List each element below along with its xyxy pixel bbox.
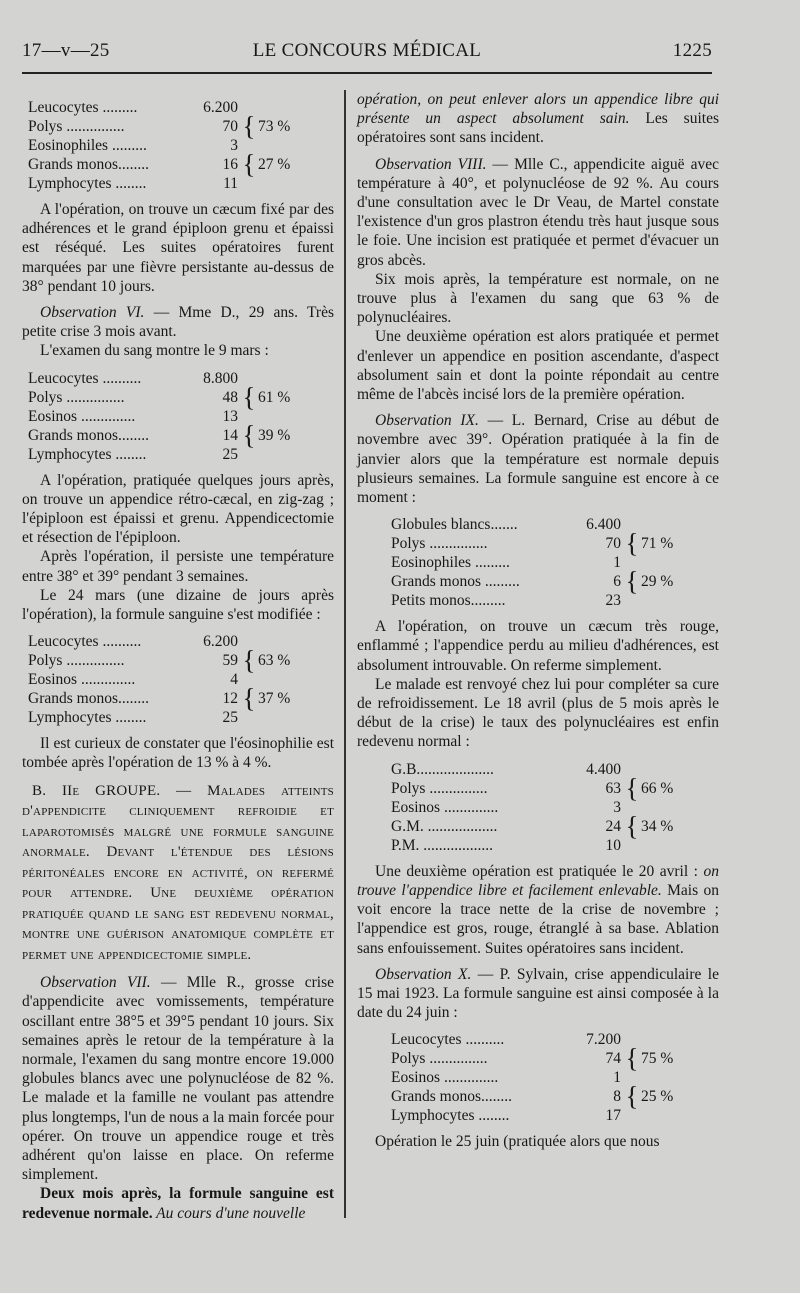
row-brace: {	[625, 528, 639, 559]
row-label: Polys ...............	[28, 652, 125, 670]
table-row	[391, 1030, 719, 1049]
table-row	[28, 369, 334, 388]
paragraph: Une deuxième opération est alors pratiquée et permet d'enlever un appendice en position ascendante, d'aspect absolument sain et dont la pointe répondait au centre même de l'abcès incisé lors de la première opération.	[357, 328, 719, 404]
table-row	[391, 810, 719, 841]
blood-table	[391, 760, 719, 855]
journal-title: LE CONCOURS MÉDICAL	[252, 40, 482, 61]
paragraph: A l'opération, on trouve un cæcum très rouge, enflammé ; l'appendice perdu au milieu d'adhérences, est absolument introuvable. On referme simplement.	[357, 618, 719, 674]
observation-text: — Mme D., 29 ans. Très petite crise 3 mois avant.	[22, 304, 334, 341]
paragraph-italic: on trouve l'appendice libre et facilement enlevable.	[357, 862, 719, 899]
row-brace: {	[625, 1081, 639, 1112]
table-row	[28, 98, 334, 117]
observation-title: Observation VI.	[40, 304, 145, 322]
paragraph: Opération le 25 juin (pratiquée alors que nous	[375, 1133, 660, 1151]
table-row	[391, 760, 719, 779]
row-percent: 39 %	[258, 426, 291, 444]
blood-table	[391, 515, 719, 610]
row-label: G.M. ..................	[391, 817, 498, 835]
paragraph-italic: Au cours d'une nouvelle	[152, 1204, 306, 1222]
row-value: 6.200	[203, 99, 238, 116]
row-brace: {	[242, 683, 256, 714]
row-label: Grands monos........	[28, 690, 149, 708]
blood-table	[28, 98, 334, 193]
row-label: Grands monos........	[28, 156, 149, 173]
table-row	[391, 798, 719, 817]
paragraph-text: Mais on voit encore la trace nette de la crise de novembre ; l'appendice est gros, rouge, étranglé à sa base. Ablation sans enfouissement. Suites opératoires sans incident.	[357, 881, 719, 957]
issue-date: 17—v—25	[22, 40, 110, 61]
table-row	[28, 136, 334, 155]
table-row	[391, 566, 719, 597]
table-row	[391, 528, 719, 559]
row-label: Eosinophiles .........	[28, 137, 147, 154]
row-label: Polys ...............	[391, 1050, 488, 1068]
table-row	[391, 1068, 719, 1087]
paragraph	[357, 862, 719, 958]
row-value: 4	[230, 671, 238, 689]
row-label: G.B....................	[391, 760, 494, 778]
row-label: Grands monos .........	[391, 573, 520, 591]
table-row	[391, 1043, 719, 1074]
table-row	[28, 419, 334, 450]
row-brace: {	[625, 810, 639, 841]
row-label: P.M. ..................	[391, 836, 494, 854]
row-value: 13	[222, 407, 238, 425]
observation-paragraph	[357, 155, 719, 270]
paragraph: A l'opération, on trouve un cæcum fixé par des adhérences et le grand épiploon grenu et épaissi est réséqué. Les suites opératoires furent marquées par une fièvre persistante au-dessus de 38° pendant 10 jours.	[22, 201, 334, 295]
row-value: 48	[222, 388, 238, 406]
page-header	[22, 40, 712, 66]
row-percent: 63 %	[258, 652, 291, 670]
row-label: Eosinos ..............	[391, 1069, 499, 1087]
paragraph	[357, 90, 719, 148]
row-value: 3	[230, 137, 238, 154]
page-number: 1225	[672, 40, 712, 61]
row-value: 3	[613, 798, 621, 816]
row-percent: 25 %	[641, 1088, 674, 1106]
row-value: 1	[613, 1069, 621, 1087]
table-row	[28, 111, 334, 142]
observation-paragraph	[22, 303, 334, 341]
row-value: 70	[605, 535, 621, 553]
blood-table	[28, 632, 334, 727]
row-value: 17	[605, 1107, 621, 1125]
paragraph-italic: opération, on peut enlever alors un appendice libre qui présente un aspect absolument sain.	[357, 91, 719, 128]
row-value: 70	[222, 118, 238, 135]
row-value: 4.400	[586, 760, 621, 778]
observation-text: — L. Bernard, Crise au début de novembre avec 39°. Opération pratiquée à la fin de janvier alors que la température est normale depuis plusieurs semaines. La formule sanguine est encore à ce moment :	[357, 412, 719, 507]
observation-title: Observation IX.	[375, 412, 479, 430]
observation-text: — P. Sylvain, crise appendiculaire le 15 mai 1923. La formule sanguine est ainsi composée à la date du 24 juin :	[357, 965, 719, 1022]
observation-paragraph	[357, 965, 719, 1023]
row-label: Eosinos ..............	[28, 407, 136, 425]
row-value: 8	[613, 1088, 621, 1106]
row-percent: 75 %	[641, 1050, 674, 1068]
row-label: Eosinophiles .........	[391, 554, 510, 572]
table-row	[28, 683, 334, 714]
row-brace: {	[242, 645, 256, 676]
observation-paragraph	[22, 973, 334, 1184]
paragraph-text: Les suites opératoires sont sans incident.	[357, 110, 719, 147]
row-value: 12	[222, 690, 238, 708]
row-label: Eosinos ..............	[391, 798, 499, 816]
row-label: Polys ...............	[391, 779, 488, 797]
row-label: Lymphocytes ........	[28, 445, 147, 463]
blood-table	[391, 1030, 719, 1125]
table-row	[391, 836, 719, 855]
row-label: Petits monos.........	[391, 592, 506, 610]
table-row	[28, 445, 334, 464]
paragraph-start: Une deuxième opération est pratiquée le 20 avril :	[375, 862, 698, 880]
observation-text: — Mlle C., appendicite aiguë avec température à 40°, et polynucléose de 92 %. Au cours d'une consultation avec le Dr Veau, de Martel constate l'existence d'un gros plastron étendu très haut jusque sous le foie. Une incision est pratiquée et permet d'évacuer un gros abcès.	[357, 155, 719, 269]
row-value: 8.800	[203, 369, 238, 387]
table-row	[28, 632, 334, 651]
table-row	[391, 1081, 719, 1112]
row-label: Polys ...............	[391, 535, 488, 553]
table-row	[391, 553, 719, 572]
row-value: 1	[613, 554, 621, 572]
table-row	[391, 772, 719, 803]
paragraph: Le 24 mars (une dizaine de jours après l'opération), la formule sanguine s'est modifiée :	[22, 586, 334, 624]
paragraph: Le malade est renvoyé chez lui pour compléter sa cure de refroidissement. Le 18 avril (plus de 5 mois après le début de la crise) le taux des polynucléaires est enfin redevenu normal :	[357, 675, 719, 751]
blood-table	[28, 369, 334, 464]
row-label: Lymphocytes ........	[28, 709, 147, 727]
row-value: 6	[613, 573, 621, 591]
row-label: Globules blancs.......	[391, 516, 518, 534]
row-label: Leucocytes ..........	[391, 1031, 505, 1049]
right-column	[357, 90, 719, 1152]
row-percent: 27 %	[258, 156, 291, 173]
row-value: 74	[605, 1050, 621, 1068]
row-percent: 66 %	[641, 779, 674, 797]
table-row	[391, 1106, 719, 1125]
table-row	[28, 645, 334, 676]
paragraph-start: Deux mois après, la formule sanguine est redevenue normale.	[22, 1185, 334, 1222]
paragraph: Six mois après, la température est normale, on ne trouve plus à l'examen du sang que 63 % de polynucléaires.	[357, 270, 719, 327]
row-percent: 34 %	[641, 817, 674, 835]
observation-paragraph	[357, 411, 719, 507]
row-value: 6.400	[586, 516, 621, 534]
row-label: Leucocytes .........	[28, 99, 138, 116]
paragraph: L'examen du sang montre le 9 mars :	[40, 342, 269, 360]
observation-title: Observation X.	[375, 965, 472, 983]
row-value: 11	[223, 175, 238, 192]
row-value: 10	[605, 836, 621, 854]
row-value: 14	[222, 426, 238, 444]
paragraph	[22, 1184, 334, 1222]
table-row	[28, 670, 334, 689]
row-brace: {	[242, 381, 256, 412]
row-label: Lymphocytes ........	[28, 175, 147, 192]
paragraph: A l'opération, pratiquée quelques jours après, on trouve un appendice rétro-cæcal, en zig-zag ; l'épiploon est épaissi et grenu. Appendicectomie et résection de l'épiploon.	[22, 471, 334, 547]
observation-title: Observation VIII.	[375, 155, 487, 173]
paragraph: Il est curieux de constater que l'éosinophilie est tombée après l'opération de 13 % à 4 %.	[22, 735, 334, 772]
table-row	[28, 708, 334, 727]
row-brace: {	[625, 566, 639, 597]
row-label: Polys ...............	[28, 118, 125, 135]
row-label: Eosinos ..............	[28, 671, 136, 689]
row-value: 23	[605, 592, 621, 610]
row-value: 59	[222, 652, 238, 670]
left-column	[22, 90, 334, 1223]
table-row	[28, 174, 334, 193]
row-label: Grands monos........	[28, 426, 149, 444]
row-value: 25	[222, 445, 238, 463]
row-label: Polys ...............	[28, 388, 125, 406]
observation-title: Observation VII.	[40, 974, 151, 992]
row-label: Leucocytes ..........	[28, 633, 142, 651]
row-percent: 61 %	[258, 388, 291, 406]
row-brace: {	[242, 149, 256, 180]
row-brace: {	[242, 111, 256, 142]
row-value: 6.200	[203, 633, 238, 651]
row-label: Leucocytes ..........	[28, 369, 142, 387]
row-percent: 29 %	[641, 573, 674, 591]
table-row	[391, 515, 719, 534]
table-row	[28, 407, 334, 426]
row-value: 63	[605, 779, 621, 797]
column-divider	[344, 90, 346, 1218]
header-rule	[22, 72, 712, 74]
row-percent: 73 %	[258, 118, 291, 135]
section-heading: B. IIe GROUPE. — Malades atteints d'appendicite cliniquement refroidie et laparotomisés malgré une formule sanguine anormale. Devant l'étendue des lésions péritonéales encore en activité, on refermé pour attendre. Une deuxième opération pratiquée quand le sang est redevenu normal, montre une guérison anatomique complète et permet une appendicectomie simple.	[22, 782, 334, 963]
table-row	[391, 591, 719, 610]
observation-text: — Mlle R., grosse crise d'appendicite avec vomissements, température oscillant entre 38°5 et 39°5 pendant 10 jours. Six semaines après le retour de la température à la normale, l'examen du sang montre encore 19.000 globules blancs avec une polynucléose de 82 %. Le malade et la famille ne voulant pas attendre plus longtemps, l'un de nous a la main forcée pour opérer. On trouve un appendice rouge et très adhérent qu'on laisse en place. On referme simplement.	[22, 974, 334, 1184]
row-value: 24	[605, 817, 621, 835]
row-brace: {	[625, 1043, 639, 1074]
row-percent: 71 %	[641, 535, 674, 553]
row-brace: {	[242, 419, 256, 450]
row-value: 25	[222, 709, 238, 727]
table-row	[28, 149, 334, 180]
row-value: 16	[222, 156, 238, 173]
table-row	[28, 381, 334, 412]
paragraph: Après l'opération, il persiste une température entre 38° et 39° pendant 3 semaines.	[22, 548, 334, 585]
row-percent: 37 %	[258, 690, 291, 708]
row-label: Grands monos........	[391, 1088, 512, 1106]
row-brace: {	[625, 772, 639, 803]
row-value: 7.200	[586, 1031, 621, 1049]
row-label: Lymphocytes ........	[391, 1107, 510, 1125]
